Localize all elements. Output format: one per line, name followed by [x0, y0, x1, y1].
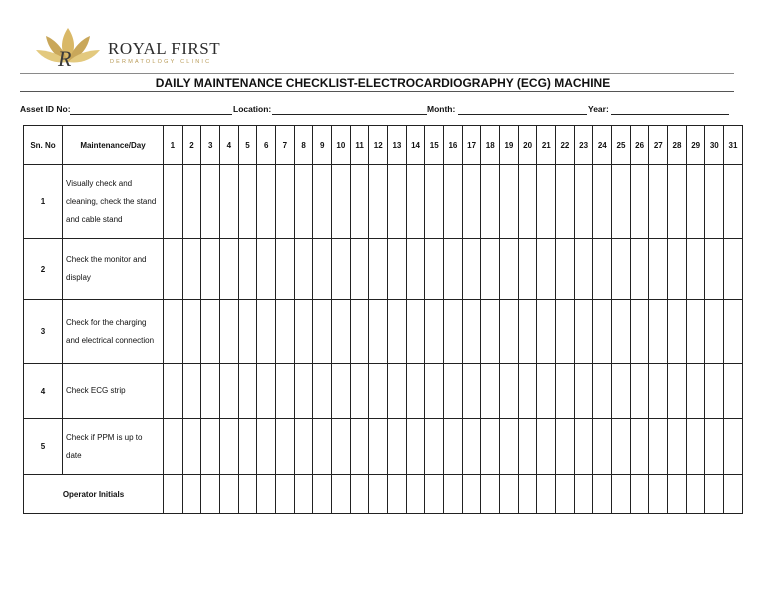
day-check-cell[interactable] [705, 300, 724, 364]
day-check-cell[interactable] [201, 364, 220, 419]
day-check-cell[interactable] [238, 419, 257, 475]
day-check-cell[interactable] [630, 364, 649, 419]
day-check-cell[interactable] [630, 165, 649, 239]
day-check-cell[interactable] [425, 419, 444, 475]
table-row [24, 165, 743, 239]
day-check-cell[interactable] [276, 300, 295, 364]
row-number: 1 [24, 165, 63, 239]
day-header: 8 [294, 126, 313, 165]
day-header: 16 [444, 126, 463, 165]
day-check-cell[interactable] [556, 165, 575, 239]
maintenance-task: Check ECG strip [63, 364, 164, 419]
operator-initials-cell[interactable] [220, 475, 239, 514]
day-header: 15 [425, 126, 444, 165]
operator-initials-cell[interactable] [593, 475, 612, 514]
page-title: DAILY MAINTENANCE CHECKLIST-ELECTROCARDIOGRAPHY (ECG) MACHINE [155, 76, 611, 90]
maintenance-task: Check for the charging and electrical connection [63, 300, 164, 364]
day-check-cell[interactable] [574, 419, 593, 475]
day-check-cell[interactable] [593, 165, 612, 239]
day-check-cell[interactable] [556, 300, 575, 364]
day-header: 12 [369, 126, 388, 165]
day-check-cell[interactable] [276, 364, 295, 419]
day-header: 6 [257, 126, 276, 165]
operator-initials-cell[interactable] [164, 475, 183, 514]
day-header: 24 [593, 126, 612, 165]
day-check-cell[interactable] [686, 300, 705, 364]
day-check-cell[interactable] [593, 364, 612, 419]
operator-row [24, 475, 743, 514]
day-check-cell[interactable] [294, 239, 313, 300]
day-check-cell[interactable] [238, 300, 257, 364]
day-check-cell[interactable] [518, 419, 537, 475]
day-check-cell[interactable] [164, 364, 183, 419]
operator-initials-cell[interactable] [705, 475, 724, 514]
table-row [24, 364, 743, 419]
header-rule [20, 73, 734, 74]
sn-header: Sn. No [24, 126, 63, 165]
day-check-cell[interactable] [220, 165, 239, 239]
day-check-cell[interactable] [593, 419, 612, 475]
operator-initials-cell[interactable] [350, 475, 369, 514]
day-check-cell[interactable] [500, 364, 519, 419]
day-header: 25 [612, 126, 631, 165]
day-check-cell[interactable] [649, 364, 668, 419]
day-check-cell[interactable] [369, 239, 388, 300]
operator-initials-cell[interactable] [294, 475, 313, 514]
table-row [24, 239, 743, 300]
day-check-cell[interactable] [481, 419, 500, 475]
day-check-cell[interactable] [668, 419, 687, 475]
asset-id-label: Asset ID No: [20, 104, 71, 114]
day-header: 2 [182, 126, 201, 165]
asset-id-field[interactable] [70, 114, 232, 115]
day-check-cell[interactable] [686, 364, 705, 419]
day-check-cell[interactable] [574, 300, 593, 364]
day-check-cell[interactable] [350, 239, 369, 300]
operator-initials-cell[interactable] [444, 475, 463, 514]
day-header: 23 [574, 126, 593, 165]
clinic-logo [32, 22, 222, 70]
day-header: 13 [388, 126, 407, 165]
day-check-cell[interactable] [649, 419, 668, 475]
day-check-cell[interactable] [238, 364, 257, 419]
operator-initials-cell[interactable] [462, 475, 481, 514]
day-check-cell[interactable] [537, 300, 556, 364]
lotus-logo-icon [32, 22, 104, 70]
operator-initials-label: Operator Initials [24, 475, 164, 514]
day-header: 1 [164, 126, 183, 165]
day-check-cell[interactable] [201, 300, 220, 364]
day-check-cell[interactable] [537, 419, 556, 475]
day-check-cell[interactable] [294, 300, 313, 364]
day-header: 20 [518, 126, 537, 165]
day-check-cell[interactable] [164, 165, 183, 239]
day-header: 14 [406, 126, 425, 165]
year-field[interactable] [611, 114, 729, 115]
day-check-cell[interactable] [332, 300, 351, 364]
day-check-cell[interactable] [406, 300, 425, 364]
day-check-cell[interactable] [444, 239, 463, 300]
day-check-cell[interactable] [649, 239, 668, 300]
day-check-cell[interactable] [388, 239, 407, 300]
operator-initials-cell[interactable] [556, 475, 575, 514]
day-header: 27 [649, 126, 668, 165]
day-check-cell[interactable] [164, 300, 183, 364]
maintenance-task: Check if PPM is up to date [63, 419, 164, 475]
day-check-cell[interactable] [481, 364, 500, 419]
day-check-cell[interactable] [686, 419, 705, 475]
day-check-cell[interactable] [313, 239, 332, 300]
day-check-cell[interactable] [518, 239, 537, 300]
day-check-cell[interactable] [612, 239, 631, 300]
operator-initials-cell[interactable] [724, 475, 743, 514]
operator-initials-cell[interactable] [276, 475, 295, 514]
row-number: 4 [24, 364, 63, 419]
operator-initials-cell[interactable] [574, 475, 593, 514]
day-check-cell[interactable] [518, 364, 537, 419]
day-header: 11 [350, 126, 369, 165]
day-check-cell[interactable] [612, 419, 631, 475]
day-header: 30 [705, 126, 724, 165]
day-check-cell[interactable] [537, 165, 556, 239]
operator-initials-cell[interactable] [668, 475, 687, 514]
day-header: 26 [630, 126, 649, 165]
day-check-cell[interactable] [425, 165, 444, 239]
day-check-cell[interactable] [612, 300, 631, 364]
day-check-cell[interactable] [724, 165, 743, 239]
row-number: 2 [24, 239, 63, 300]
table-header-row [24, 126, 743, 165]
operator-initials-cell[interactable] [481, 475, 500, 514]
day-check-cell[interactable] [369, 364, 388, 419]
operator-initials-cell[interactable] [201, 475, 220, 514]
day-check-cell[interactable] [182, 364, 201, 419]
day-check-cell[interactable] [462, 364, 481, 419]
day-check-cell[interactable] [724, 419, 743, 475]
operator-initials-cell[interactable] [537, 475, 556, 514]
day-check-cell[interactable] [201, 419, 220, 475]
day-check-cell[interactable] [686, 239, 705, 300]
day-check-cell[interactable] [406, 165, 425, 239]
maintenance-checklist-table [23, 125, 743, 514]
day-check-cell[interactable] [462, 300, 481, 364]
day-check-cell[interactable] [649, 300, 668, 364]
day-check-cell[interactable] [668, 300, 687, 364]
day-check-cell[interactable] [276, 239, 295, 300]
day-check-cell[interactable] [257, 364, 276, 419]
location-label: Location: [233, 104, 272, 114]
day-check-cell[interactable] [182, 300, 201, 364]
brand-subtitle: DERMATOLOGY CLINIC [110, 59, 212, 65]
day-check-cell[interactable] [630, 300, 649, 364]
operator-initials-cell[interactable] [182, 475, 201, 514]
day-check-cell[interactable] [182, 239, 201, 300]
day-check-cell[interactable] [276, 419, 295, 475]
day-check-cell[interactable] [481, 239, 500, 300]
day-check-cell[interactable] [537, 364, 556, 419]
day-check-cell[interactable] [332, 165, 351, 239]
operator-initials-cell[interactable] [649, 475, 668, 514]
day-header: 31 [724, 126, 743, 165]
day-check-cell[interactable] [574, 165, 593, 239]
operator-initials-cell[interactable] [332, 475, 351, 514]
day-check-cell[interactable] [388, 364, 407, 419]
day-check-cell[interactable] [182, 419, 201, 475]
day-check-cell[interactable] [481, 300, 500, 364]
day-check-cell[interactable] [406, 419, 425, 475]
day-check-cell[interactable] [425, 239, 444, 300]
day-check-cell[interactable] [668, 239, 687, 300]
title-rule [20, 91, 734, 92]
day-check-cell[interactable] [705, 364, 724, 419]
day-check-cell[interactable] [612, 364, 631, 419]
day-check-cell[interactable] [406, 239, 425, 300]
day-check-cell[interactable] [257, 165, 276, 239]
day-check-cell[interactable] [350, 364, 369, 419]
day-check-cell[interactable] [668, 165, 687, 239]
day-check-cell[interactable] [350, 300, 369, 364]
row-number: 3 [24, 300, 63, 364]
day-check-cell[interactable] [462, 239, 481, 300]
day-check-cell[interactable] [537, 239, 556, 300]
day-check-cell[interactable] [705, 165, 724, 239]
table-row [24, 419, 743, 475]
day-check-cell[interactable] [238, 165, 257, 239]
day-check-cell[interactable] [668, 364, 687, 419]
day-check-cell[interactable] [257, 300, 276, 364]
day-check-cell[interactable] [444, 300, 463, 364]
day-check-cell[interactable] [294, 419, 313, 475]
day-check-cell[interactable] [350, 165, 369, 239]
day-check-cell[interactable] [164, 239, 183, 300]
day-check-cell[interactable] [593, 300, 612, 364]
day-check-cell[interactable] [313, 165, 332, 239]
day-check-cell[interactable] [276, 165, 295, 239]
operator-initials-cell[interactable] [630, 475, 649, 514]
day-check-cell[interactable] [481, 165, 500, 239]
day-check-cell[interactable] [332, 364, 351, 419]
brand-name: ROYAL FIRST [108, 39, 221, 58]
day-check-cell[interactable] [500, 239, 519, 300]
year-label: Year: [588, 104, 609, 114]
day-header: 18 [481, 126, 500, 165]
day-check-cell[interactable] [630, 239, 649, 300]
day-check-cell[interactable] [705, 239, 724, 300]
month-label: Month: [427, 104, 456, 114]
operator-initials-cell[interactable] [313, 475, 332, 514]
day-header: 5 [238, 126, 257, 165]
operator-initials-cell[interactable] [686, 475, 705, 514]
day-check-cell[interactable] [705, 419, 724, 475]
day-check-cell[interactable] [257, 419, 276, 475]
svg-text:R: R [58, 46, 72, 70]
day-check-cell[interactable] [462, 165, 481, 239]
day-check-cell[interactable] [332, 239, 351, 300]
day-check-cell[interactable] [462, 419, 481, 475]
day-check-cell[interactable] [724, 364, 743, 419]
day-header: 19 [500, 126, 519, 165]
maintenance-task: Check the monitor and display [63, 239, 164, 300]
day-check-cell[interactable] [630, 419, 649, 475]
day-check-cell[interactable] [369, 300, 388, 364]
day-check-cell[interactable] [500, 419, 519, 475]
day-check-cell[interactable] [724, 239, 743, 300]
day-check-cell[interactable] [294, 364, 313, 419]
day-header: 29 [686, 126, 705, 165]
day-check-cell[interactable] [518, 165, 537, 239]
day-check-cell[interactable] [556, 239, 575, 300]
table-row [24, 300, 743, 364]
day-check-cell[interactable] [556, 364, 575, 419]
row-number: 5 [24, 419, 63, 475]
day-check-cell[interactable] [257, 239, 276, 300]
day-check-cell[interactable] [686, 165, 705, 239]
day-check-cell[interactable] [574, 239, 593, 300]
day-header: 28 [668, 126, 687, 165]
day-check-cell[interactable] [406, 364, 425, 419]
day-check-cell[interactable] [313, 364, 332, 419]
operator-initials-cell[interactable] [612, 475, 631, 514]
location-field[interactable] [272, 114, 427, 115]
month-field[interactable] [458, 114, 587, 115]
day-check-cell[interactable] [388, 419, 407, 475]
day-check-cell[interactable] [444, 165, 463, 239]
operator-initials-cell[interactable] [369, 475, 388, 514]
day-check-cell[interactable] [220, 239, 239, 300]
operator-initials-cell[interactable] [425, 475, 444, 514]
day-header: 9 [313, 126, 332, 165]
day-check-cell[interactable] [313, 300, 332, 364]
operator-initials-cell[interactable] [500, 475, 519, 514]
day-header: 10 [332, 126, 351, 165]
operator-initials-cell[interactable] [406, 475, 425, 514]
day-header: 7 [276, 126, 295, 165]
day-check-cell[interactable] [220, 419, 239, 475]
task-header: Maintenance/Day [63, 126, 164, 165]
day-check-cell[interactable] [201, 165, 220, 239]
operator-initials-cell[interactable] [388, 475, 407, 514]
day-check-cell[interactable] [220, 300, 239, 364]
day-check-cell[interactable] [593, 239, 612, 300]
day-check-cell[interactable] [313, 419, 332, 475]
day-header: 3 [201, 126, 220, 165]
day-check-cell[interactable] [350, 419, 369, 475]
day-check-cell[interactable] [724, 300, 743, 364]
day-header: 21 [537, 126, 556, 165]
day-header: 4 [220, 126, 239, 165]
day-check-cell[interactable] [182, 165, 201, 239]
day-check-cell[interactable] [369, 419, 388, 475]
day-header: 22 [556, 126, 575, 165]
day-check-cell[interactable] [649, 165, 668, 239]
day-check-cell[interactable] [220, 364, 239, 419]
day-check-cell[interactable] [238, 239, 257, 300]
day-check-cell[interactable] [500, 165, 519, 239]
operator-initials-cell[interactable] [518, 475, 537, 514]
day-check-cell[interactable] [369, 165, 388, 239]
day-check-cell[interactable] [388, 165, 407, 239]
day-check-cell[interactable] [164, 419, 183, 475]
day-check-cell[interactable] [612, 165, 631, 239]
day-check-cell[interactable] [556, 419, 575, 475]
day-check-cell[interactable] [518, 300, 537, 364]
day-check-cell[interactable] [332, 419, 351, 475]
day-check-cell[interactable] [500, 300, 519, 364]
day-check-cell[interactable] [444, 364, 463, 419]
operator-initials-cell[interactable] [238, 475, 257, 514]
day-check-cell[interactable] [425, 364, 444, 419]
day-check-cell[interactable] [294, 165, 313, 239]
maintenance-task: Visually check and cleaning, check the stand and cable stand [63, 165, 164, 239]
day-check-cell[interactable] [201, 239, 220, 300]
day-check-cell[interactable] [388, 300, 407, 364]
day-check-cell[interactable] [574, 364, 593, 419]
day-header: 17 [462, 126, 481, 165]
operator-initials-cell[interactable] [257, 475, 276, 514]
day-check-cell[interactable] [425, 300, 444, 364]
day-check-cell[interactable] [444, 419, 463, 475]
